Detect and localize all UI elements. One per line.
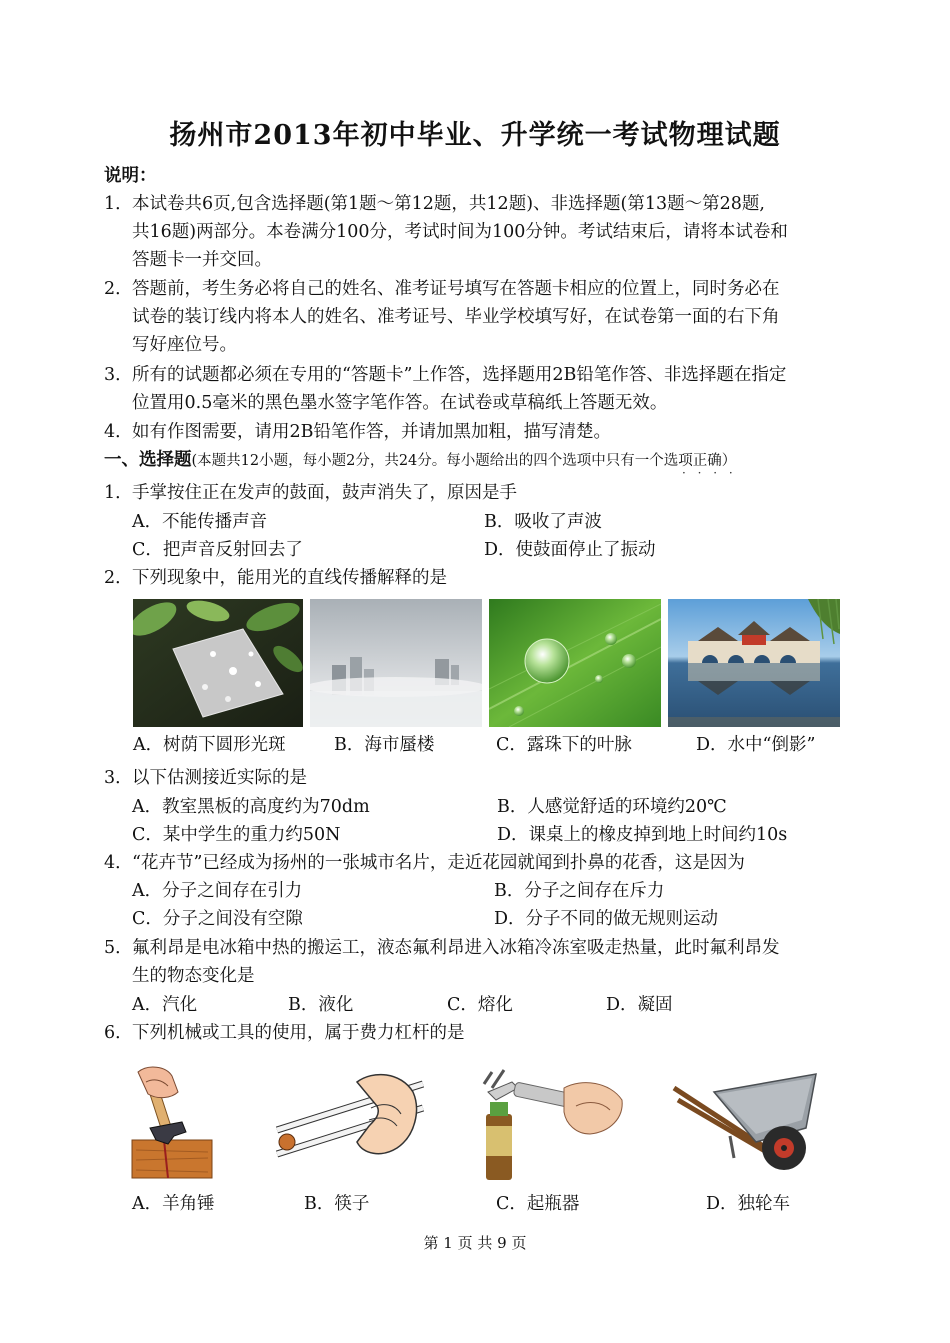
section-heading bbox=[104, 448, 736, 473]
photo-tree-shade bbox=[133, 599, 303, 727]
note-4-num: 4． bbox=[104, 422, 133, 442]
q2-option-b: B．海市蜃楼 bbox=[334, 735, 435, 755]
q6-option-d: D．独轮车 bbox=[706, 1194, 791, 1214]
q4-stem: “花卉节”已经成为扬州的一张城市名片，走近花园就闻到扑鼻的花香，这是因为 bbox=[132, 853, 745, 873]
note-2-line-1: 答题前，考生务必将自己的姓名、准考证号填写在答题卡相应的位置上，同时务必在 bbox=[132, 279, 780, 299]
q1-stem: 手掌按住正在发声的鼓面，鼓声消失了，原因是手 bbox=[132, 483, 517, 503]
q2-option-d: D．水中“倒影” bbox=[696, 735, 816, 755]
photo-water-reflection bbox=[668, 599, 840, 727]
note-2-line-3: 写好座位号。 bbox=[132, 335, 237, 355]
q4-option-c: C．分子之间没有空隙 bbox=[132, 909, 303, 929]
note-1-num: 1． bbox=[104, 194, 133, 214]
q6-stem: 下列机械或工具的使用，属于费力杠杆的是 bbox=[132, 1023, 465, 1043]
page-title: 扬州市2013年初中毕业、升学统一考试物理试题 bbox=[169, 120, 781, 151]
bottle-opener-image bbox=[478, 1062, 626, 1182]
q6-num: 6． bbox=[104, 1023, 133, 1043]
q1-option-b: B．吸收了声波 bbox=[484, 512, 602, 532]
q6-option-c: C．起瓶器 bbox=[496, 1194, 580, 1214]
q3-stem: 以下估测接近实际的是 bbox=[132, 768, 307, 788]
q6-option-a: A．羊角锤 bbox=[132, 1194, 215, 1214]
q6-option-b: B．筷子 bbox=[304, 1194, 370, 1214]
q1-option-a: A．不能传播声音 bbox=[132, 512, 268, 532]
photo-mirage bbox=[310, 599, 482, 727]
q5-stem-line-1: 氟利昂是电冰箱中热的搬运工，液态氟利昂进入冰箱冷冻室吸走热量，此时氟利昂发 bbox=[132, 938, 780, 958]
q2-option-c: C．露珠下的叶脉 bbox=[496, 735, 632, 755]
note-1-line-2: 共16题)两部分。本卷满分100分，考试时间为100分钟。考试结束后，请将本试卷和 bbox=[132, 222, 788, 242]
q4-option-d: D．分子不同的做无规则运动 bbox=[494, 909, 719, 929]
note-1-line-3: 答题卡一并交回。 bbox=[132, 250, 272, 270]
q1-option-c: C．把声音反射回去了 bbox=[132, 540, 303, 560]
notes-heading: 说明： bbox=[104, 166, 157, 186]
q5-stem-line-2: 生的物态变化是 bbox=[132, 966, 255, 986]
page-footer: 第 1 页 共 9 页 bbox=[423, 1234, 527, 1252]
note-2-num: 2． bbox=[104, 279, 133, 299]
note-3-line-2: 位置用0.5毫米的黑色墨水签字笔作答。在试卷或草稿纸上答题无效。 bbox=[132, 393, 668, 413]
note-4-line-1: 如有作图需要，请用2B铅笔作答，并请加黑加粗，描写清楚。 bbox=[132, 422, 611, 442]
q3-option-d: D．课桌上的橡皮掉到地上时间约10s bbox=[497, 825, 788, 845]
claw-hammer-image bbox=[128, 1062, 216, 1182]
q2-num: 2． bbox=[104, 568, 133, 588]
section-desc: (本题共12小题，每小题2分，共24分。每小题给出的四个选项中只有一个选项正确） bbox=[191, 453, 737, 469]
section-title: 一、选择题 bbox=[104, 450, 192, 470]
q3-option-b: B．人感觉舒适的环境约20℃ bbox=[497, 797, 727, 817]
emphasis-dots: · · · · bbox=[682, 466, 737, 480]
q3-option-a: A．教室黑板的高度约为70dm bbox=[132, 797, 370, 817]
q1-num: 1． bbox=[104, 483, 133, 503]
q4-option-b: B．分子之间存在斥力 bbox=[494, 881, 665, 901]
photo-dew-leaf bbox=[489, 599, 661, 727]
note-3-line-1: 所有的试题都必须在专用的“答题卡”上作答，选择题用2B铅笔作答、非选择题在指定 bbox=[132, 365, 787, 385]
q2-stem: 下列现象中，能用光的直线传播解释的是 bbox=[132, 568, 447, 588]
note-1-line-1: 本试卷共6页,包含选择题(第1题～第12题，共12题)、非选择题(第13题～第28题, bbox=[132, 194, 765, 214]
q5-option-a: A．汽化 bbox=[132, 995, 198, 1015]
q4-num: 4． bbox=[104, 853, 133, 873]
note-3-num: 3． bbox=[104, 365, 133, 385]
q5-option-d: D．凝固 bbox=[606, 995, 673, 1015]
q5-num: 5． bbox=[104, 938, 133, 958]
q3-option-c: C．某中学生的重力约50N bbox=[132, 825, 341, 845]
q3-num: 3． bbox=[104, 768, 133, 788]
note-2-line-2: 试卷的装订线内将本人的姓名、准考证号、毕业学校填写好，在试卷第一面的右下角 bbox=[132, 307, 780, 327]
q5-option-c: C．熔化 bbox=[447, 995, 513, 1015]
q4-option-a: A．分子之间存在引力 bbox=[132, 881, 303, 901]
q5-option-b: B．液化 bbox=[288, 995, 354, 1015]
chopsticks-image bbox=[273, 1062, 425, 1182]
wheelbarrow-image bbox=[670, 1062, 820, 1182]
q2-option-a: A．树荫下圆形光斑 bbox=[133, 735, 286, 755]
q1-option-d: D．使鼓面停止了振动 bbox=[484, 540, 656, 560]
